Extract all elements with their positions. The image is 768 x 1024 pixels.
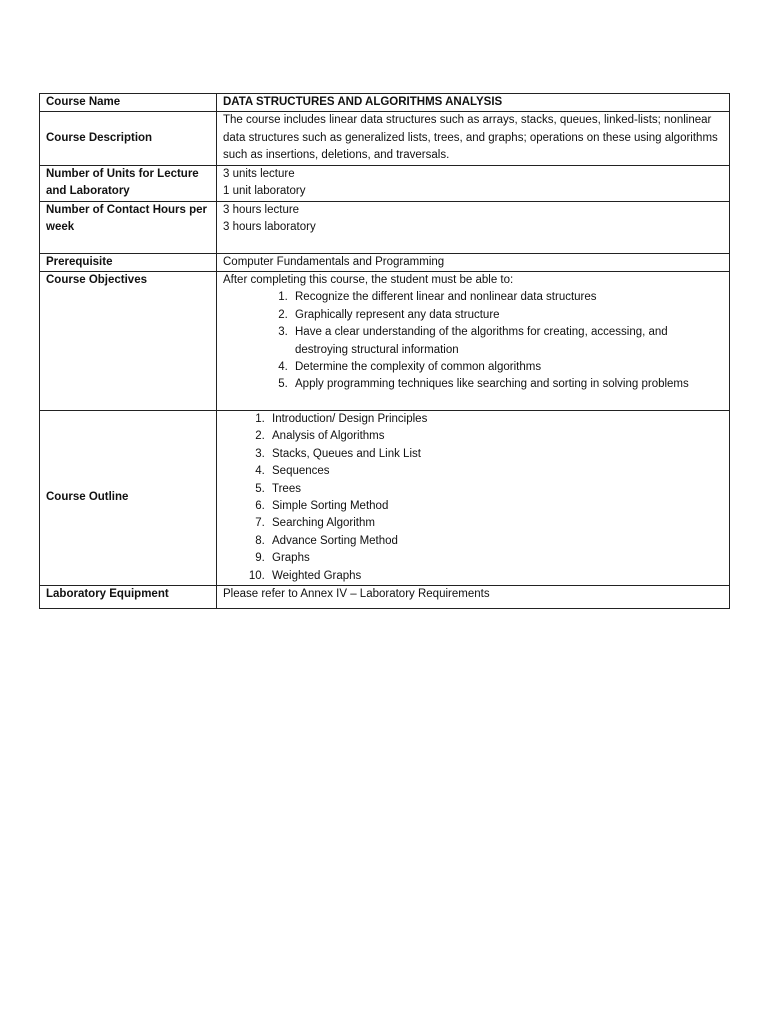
contact-hours-value [217, 201, 730, 253]
outline-item: 6. Simple Sorting Method [268, 498, 723, 515]
row-units [40, 165, 730, 201]
objectives-value [217, 272, 730, 411]
row-course-name [40, 94, 730, 112]
objectives-list [223, 289, 723, 393]
outline-item: 2. Analysis of Algorithms [268, 428, 723, 445]
objective-item: 5. Apply programming techniques like searching and sorting in solving problems [291, 376, 723, 393]
outline-item: 1. Introduction/ Design Principles [268, 411, 723, 428]
objectives-intro: After completing this course, the student must be able to: [223, 274, 514, 287]
units-label: Number of Units for Lecture and Laboratory [40, 165, 217, 201]
contact-hours-label: Number of Contact Hours per week [40, 201, 217, 253]
row-lab-equipment [40, 586, 730, 609]
outline-item: 7. Searching Algorithm [268, 515, 723, 532]
objective-item: 4. Determine the complexity of common algorithms [291, 359, 723, 376]
outline-item: 5. Trees [268, 481, 723, 498]
course-description-value: The course includes linear data structures such as arrays, stacks, queues, linked-lists; nonlinear data structures such as generalized lists, trees, and graphs; operations on these using algorithms such as insertions, deletions, and traversals. [217, 112, 730, 165]
row-objectives [40, 272, 730, 411]
course-syllabus-table [39, 93, 730, 609]
outline-item: 3. Stacks, Queues and Link List [268, 446, 723, 463]
row-prerequisite [40, 253, 730, 271]
units-value [217, 165, 730, 201]
outline-item: 9. Graphs [268, 550, 723, 567]
outline-list [223, 411, 723, 585]
outline-item: 10. Weighted Graphs [268, 568, 723, 585]
outline-item: 4. Sequences [268, 463, 723, 480]
outline-label: Course Outline [40, 411, 217, 586]
outline-value [217, 411, 730, 586]
row-course-description [40, 112, 730, 165]
course-name-label: Course Name [40, 94, 217, 112]
units-lecture: 3 units lecture [223, 167, 295, 180]
row-contact-hours [40, 201, 730, 253]
prerequisite-label: Prerequisite [40, 253, 217, 271]
objective-item: 3. Have a clear understanding of the algorithms for creating, accessing, and destroying structural information [291, 324, 723, 359]
hours-laboratory: 3 hours laboratory [223, 221, 316, 234]
units-laboratory: 1 unit laboratory [223, 185, 306, 198]
lab-equipment-value: Please refer to Annex IV – Laboratory Requirements [217, 586, 730, 609]
course-name-value: DATA STRUCTURES AND ALGORITHMS ANALYSIS [217, 94, 730, 112]
prerequisite-value: Computer Fundamentals and Programming [217, 253, 730, 271]
course-description-label: Course Description [40, 112, 217, 165]
objective-item: 1. Recognize the different linear and nonlinear data structures [291, 289, 723, 306]
hours-lecture: 3 hours lecture [223, 203, 300, 216]
objectives-label: Course Objectives [40, 272, 217, 411]
row-outline [40, 411, 730, 586]
outline-item: 8. Advance Sorting Method [268, 533, 723, 550]
lab-equipment-label: Laboratory Equipment [40, 586, 217, 609]
objective-item: 2. Graphically represent any data structure [291, 307, 723, 324]
